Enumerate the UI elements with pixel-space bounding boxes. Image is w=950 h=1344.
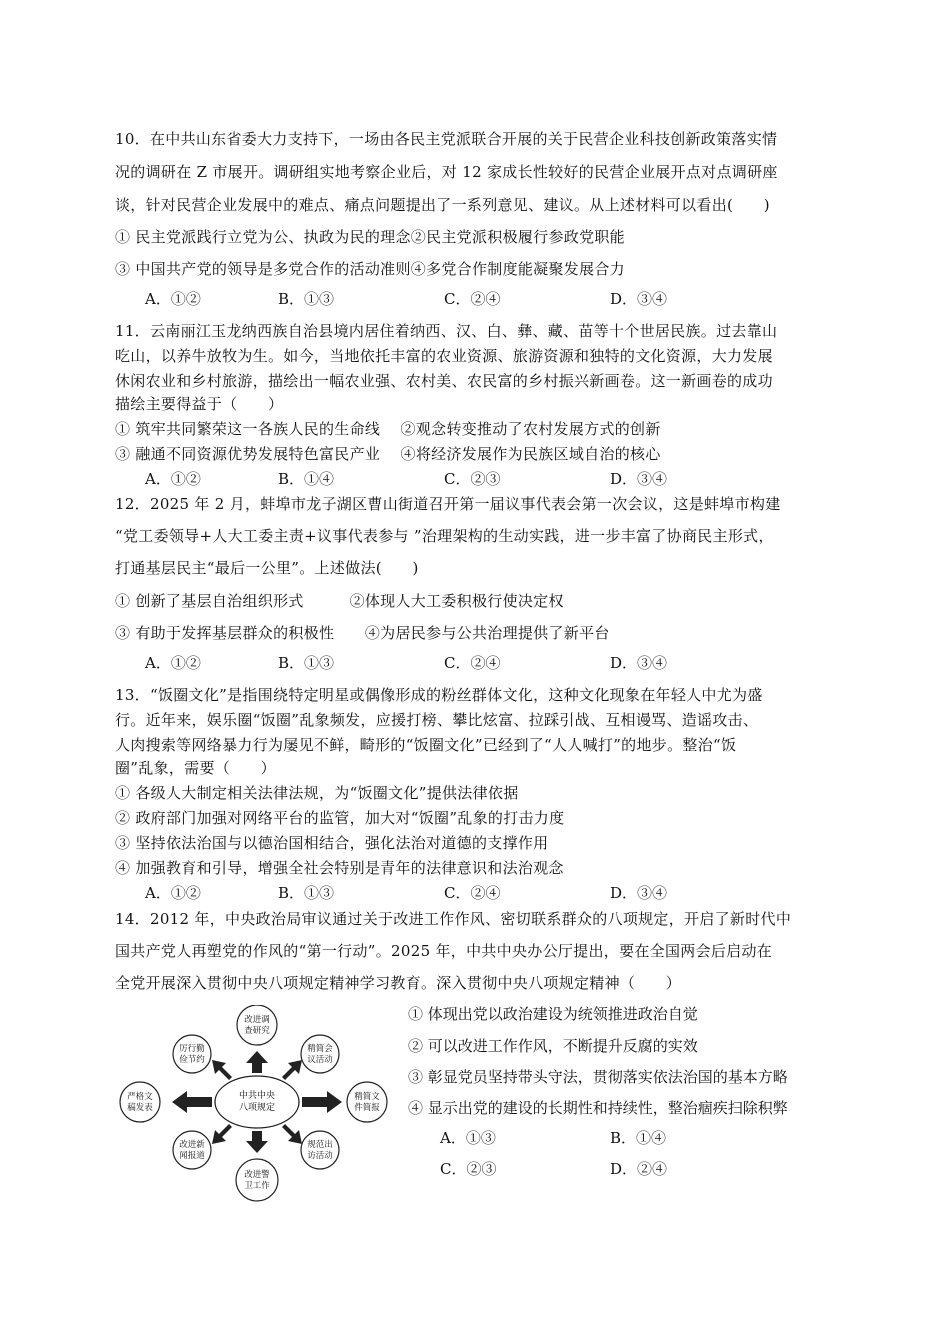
q11-option-d[interactable]: D．③④ (610, 470, 668, 488)
q13-line-1: 13．“饭圈文化”是指围绕特定明星或偶像形成的粉丝群体文化，这种文化现象在年轻人中尤为盛 (115, 686, 763, 704)
node-2-label-2: 议活动 (307, 1055, 333, 1065)
node-7-label-2: 稿发表 (127, 1103, 153, 1113)
node-4-label-1: 规范出 (307, 1140, 333, 1150)
node-5-label-1: 改进警 (244, 1170, 270, 1180)
node-6-label-1: 改进新 (179, 1140, 205, 1150)
arrow-down-icon (246, 1131, 268, 1153)
q10-line-1: 10．在中共山东省委大力支持下，一场由各民主党派联合开展的关于民营企业科技创新政策落实情 (115, 130, 778, 148)
q12-line-2: “党工委领导+人大工委主责+议事代表参与 ”治理架构的生动实践，进一步丰富了协商民主形式， (115, 527, 774, 545)
node-circle-4 (301, 1131, 339, 1169)
q10-statement-line-2: ③ 中国共产党的领导是多党合作的活动准则④多党合作制度能凝聚发展合力 (115, 260, 625, 278)
q13-option-c[interactable]: C．②④ (444, 884, 501, 902)
eight-rules-diagram (112, 1005, 402, 1205)
q11-option-c[interactable]: C．②③ (444, 470, 501, 488)
q14-statement-4: ④ 显示出党的建设的长期性和持续性，整治痼疾扫除积弊 (408, 1099, 788, 1117)
q12-statement-line-2: ③ 有助于发挥基层群众的积极性 ④为居民参与公共治理提供了新平台 (115, 624, 610, 642)
q13-line-3: 人肉搜索等网络暴力行为屡见不鲜，畸形的“饭圈文化”已经到了“人人喊打”的地步。整治“饭 (115, 736, 737, 754)
q10-option-a[interactable]: A．①② (145, 290, 201, 308)
node-1-label-2: 查研究 (244, 1026, 270, 1036)
node-7-label-1: 严格文 (127, 1092, 153, 1102)
node-3-label-2: 件简报 (354, 1103, 380, 1113)
q14-option-a[interactable]: A．①③ (440, 1129, 496, 1147)
q10-option-c[interactable]: C．②④ (444, 290, 501, 308)
q11-option-b[interactable]: B．①④ (278, 470, 335, 488)
q14-option-d[interactable]: D．②④ (610, 1160, 668, 1178)
q13-line-2: 行。近年来，娱乐圈“饭圈”乱象频发，应援打榜、攀比炫富、拉踩引战、互相谩骂、造谣攻击、 (115, 711, 759, 729)
arrow-right-icon (302, 1091, 342, 1113)
q14-line-2: 国共产党人再塑党的作风的“第一行动”。2025 年，中共中央办公厅提出，要在全国两会后启动在 (115, 942, 773, 960)
q13-statement-2: ② 政府部门加强对网络平台的监管，加大对“饭圈”乱象的打击力度 (115, 809, 565, 827)
arrow-up-left-icon (212, 1060, 232, 1080)
q14-statement-2: ② 可以改进工作作风，不断提升反腐的实效 (408, 1037, 698, 1055)
q13-statement-1: ① 各级人大制定相关法律法规，为“饭圈文化”提供法律依据 (115, 784, 519, 802)
node-3-label-1: 精简文 (354, 1092, 380, 1102)
node-1-label-1: 改进调 (244, 1015, 270, 1025)
q13-statement-4: ④ 加强教育和引导，增强全社会特别是青年的法律意识和法治观念 (115, 859, 564, 877)
center-label-1: 中共中央 (238, 1091, 276, 1101)
q14-line-1: 14．2012 年，中央政治局审议通过关于改进工作作风、密切联系群众的八项规定，开启了新时代中 (115, 910, 792, 928)
q12-line-1: 12．2025 年 2 月，蚌埠市龙子湖区曹山街道召开第一届议事代表会第一次会议，这是蚌埠市构建 (115, 495, 781, 513)
arrow-down-left-icon (212, 1124, 232, 1144)
q12-option-b[interactable]: B．①③ (278, 654, 335, 672)
node-circle-8 (173, 1035, 211, 1073)
node-8-label-1: 厉行勤 (179, 1044, 205, 1054)
node-circle-1 (237, 1005, 277, 1045)
q10-option-b[interactable]: B．①③ (278, 290, 335, 308)
q11-option-a[interactable]: A．①② (145, 470, 201, 488)
q11-statement-line-2: ③ 融通不同资源优势发展特色富民产业 ④将经济发展作为民族区域自治的核心 (115, 445, 661, 463)
q10-option-d[interactable]: D．③④ (610, 290, 668, 308)
q12-option-c[interactable]: C．②④ (444, 654, 501, 672)
q13-option-a[interactable]: A．①② (145, 884, 201, 902)
q11-line-4: 描绘主要得益于（ ） (115, 395, 284, 413)
q12-option-a[interactable]: A．①② (145, 654, 201, 672)
node-2-label-1: 精简会 (307, 1044, 333, 1054)
arrow-up-right-icon (282, 1060, 302, 1080)
q10-statement-line-1: ① 民主党派践行立党为公、执政为民的理念②民主党派积极履行参政党职能 (115, 228, 625, 246)
q13-option-d[interactable]: D．③④ (610, 884, 668, 902)
node-4-label-2: 访活动 (307, 1151, 333, 1161)
node-circle-5 (236, 1159, 278, 1201)
q11-line-1: 11．云南丽江玉龙纳西族自治县境内居住着纳西、汉、白、彝、藏、苗等十个世居民族。过去靠山 (115, 322, 778, 340)
node-circle-6 (173, 1131, 211, 1169)
q11-line-3: 休闲农业和乡村旅游，描绘出一幅农业强、农村美、农民富的乡村振兴新画卷。这一新画卷的成功 (115, 372, 773, 390)
node-circle-3 (347, 1082, 387, 1122)
arrow-up-icon (246, 1051, 268, 1073)
q10-line-3: 谈，针对民营企业发展中的难点、痛点问题提出了一系列意见、建议。从上述材料可以看出( ) (115, 196, 770, 214)
q11-line-2: 吃山，以养牛放牧为生。如今，当地依托丰富的农业资源、旅游资源和独特的文化资源，大力发展 (115, 347, 773, 365)
node-circle-7 (120, 1082, 160, 1122)
q14-option-b[interactable]: B．①④ (610, 1129, 667, 1147)
node-5-label-2: 卫工作 (244, 1181, 270, 1191)
node-6-label-2: 闻报道 (179, 1151, 205, 1161)
q12-line-3: 打通基层民主“最后一公里”。上述做法( ) (115, 559, 419, 577)
q13-option-b[interactable]: B．①③ (278, 884, 335, 902)
q13-line-4: 圈”乱象，需要（ ） (115, 759, 276, 777)
diagram-svg (112, 1005, 402, 1205)
q12-option-d[interactable]: D．③④ (610, 654, 668, 672)
center-ellipse (215, 1076, 299, 1128)
q11-statement-line-1: ① 筑牢共同繁荣这一各族人民的生命线 ②观念转变推动了农村发展方式的创新 (115, 420, 661, 438)
q14-statement-3: ③ 彰显党员坚持带头守法，贯彻落实依法治国的基本方略 (408, 1068, 788, 1086)
q14-line-3: 全党开展深入贯彻中央八项规定精神学习教育。深入贯彻中央八项规定精神（ ） (115, 974, 682, 992)
center-label-2: 八项规定 (238, 1103, 276, 1113)
node-circle-2 (301, 1035, 339, 1073)
node-8-label-2: 俭节约 (179, 1055, 205, 1065)
arrow-left-icon (172, 1091, 212, 1113)
q14-statement-1: ① 体现出党以政治建设为统领推进政治自觉 (408, 1005, 698, 1023)
q10-line-2: 况的调研在 Z 市展开。调研组实地考察企业后，对 12 家成长性较好的民营企业展开点对点调研座 (115, 163, 778, 181)
q12-statement-line-1: ① 创新了基层自治组织形式 ②体现人大工委积极行使决定权 (115, 592, 564, 610)
q13-statement-3: ③ 坚持依法治国与以德治国相结合，强化法治对道德的支撑作用 (115, 834, 549, 852)
q14-option-c[interactable]: C．②③ (440, 1160, 497, 1178)
arrow-down-right-icon (282, 1124, 302, 1144)
